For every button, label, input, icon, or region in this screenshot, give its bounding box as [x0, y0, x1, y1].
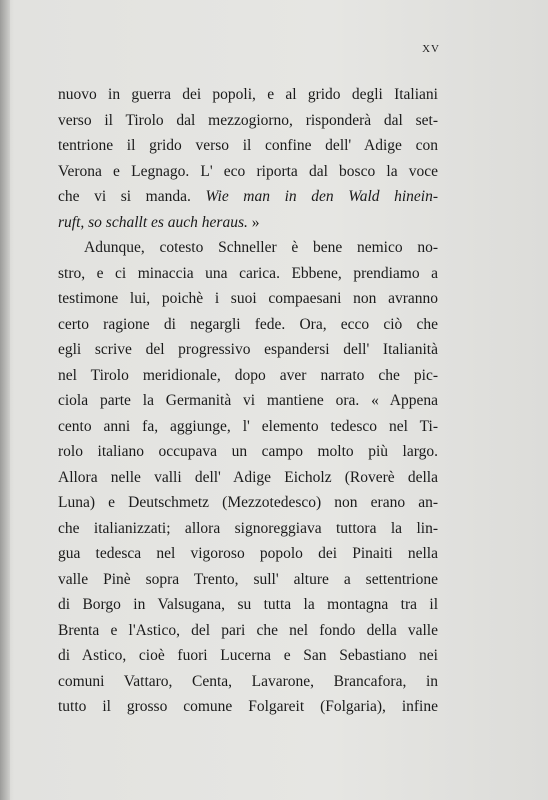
page-number: xv — [422, 40, 440, 56]
page-binding-edge — [0, 0, 10, 800]
text-line: nel Tirolo meridionale, dopo aver narrato che pic- — [58, 366, 438, 384]
text-line: nuovo in guerra dei popoli, e al grido degli Italiani — [58, 86, 438, 103]
closing-guillemet: » — [251, 213, 260, 231]
body-text — [58, 82, 438, 720]
text-line: verso il Tirolo dal mezzogiorno, risponderà dal set- — [58, 111, 438, 129]
german-quote: ruft, so schallt es auch heraus. — [58, 213, 248, 231]
text-line: certo ragione di negargli fede. Ora, ecco ciò che — [58, 315, 438, 333]
text-line: tentrione il grido verso il confine dell' Adige con — [58, 137, 438, 154]
text-line: cento anni fa, aggiunge, l' elemento tedesco nel Ti- — [58, 417, 438, 435]
text-line: Verona e Legnago. L' eco riporta dal bosco la voce — [58, 162, 438, 180]
text-line: di Borgo in Valsugana, su tutta la montagna tra il — [58, 596, 438, 613]
text-line — [58, 210, 438, 236]
text-line: egli scrive del progressivo espandersi dell' Italianità — [58, 341, 438, 358]
text-line: valle Pinè sopra Trento, sull' alture a settentrione — [58, 570, 438, 588]
text-line: stro, e ci minaccia una carica. Ebbene, prendiamo a — [58, 264, 438, 282]
text-line: Luna) e Deutschmetz (Mezzotedesco) non erano an- — [58, 494, 438, 511]
text-line: tutto il grosso comune Folgareit (Folgaria), infine — [58, 698, 438, 715]
text-line: rolo italiano occupava un campo molto più largo. — [58, 443, 438, 460]
text-line — [58, 184, 438, 210]
text-line: Adunque, cotesto Schneller è bene nemico no- — [84, 239, 438, 256]
text-line: di Astico, cioè fuori Lucerna e San Sebastiano nei — [58, 647, 438, 664]
text-line: Allora nelle valli dell' Adige Eicholz (Roverè della — [58, 468, 438, 486]
german-quote: Wie man in den Wald hinein- — [205, 188, 438, 205]
text-line: testimone lui, poichè i suoi compaesani non avranno — [58, 290, 438, 307]
text-line: comuni Vattaro, Centa, Lavarone, Brancafora, in — [58, 672, 438, 690]
text-line: che italianizzati; allora signoreggiava tuttora la lin- — [58, 519, 438, 537]
text-line: gua tedesca nel vigoroso popolo dei Pinaiti nella — [58, 545, 438, 562]
text-line: ciola parte la Germanità vi mantiene ora. « Appena — [58, 392, 438, 409]
text-line: Brenta e l'Astico, del pari che nel fondo della valle — [58, 621, 438, 639]
text-fragment: che vi si manda. — [58, 188, 191, 205]
